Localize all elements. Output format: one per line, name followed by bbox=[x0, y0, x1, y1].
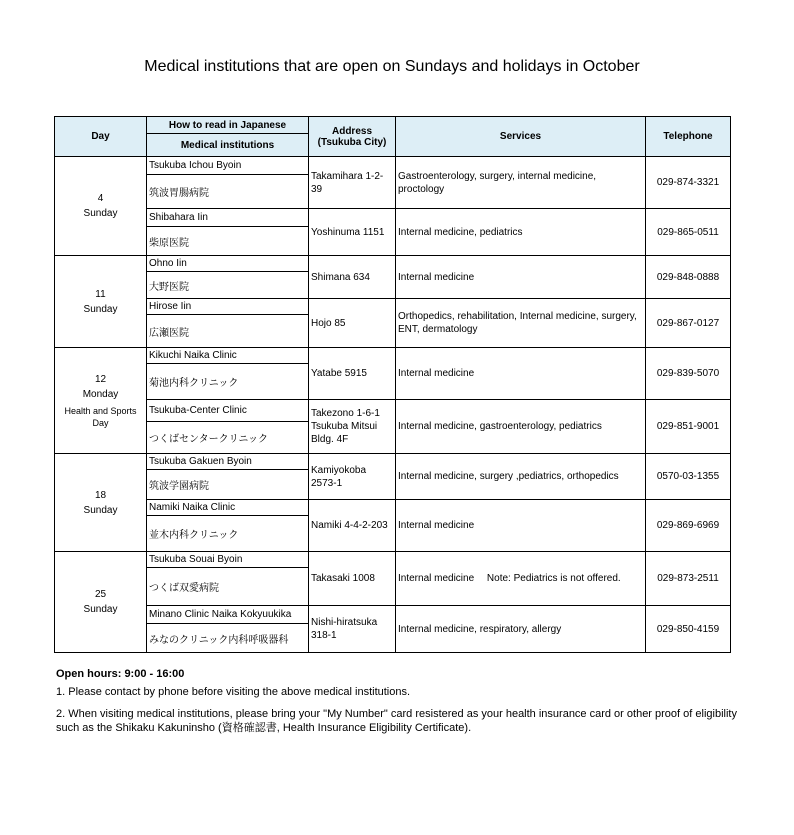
institution-telephone: 029-839-5070 bbox=[646, 348, 731, 400]
institution-address: Takasaki 1008 bbox=[309, 552, 396, 606]
institution-telephone: 029-874-3321 bbox=[646, 157, 731, 209]
table-row bbox=[55, 348, 731, 364]
institution-address: Nishi-hiratsuka 318-1 bbox=[309, 606, 396, 653]
institution-services: Internal medicine, pediatrics bbox=[396, 209, 646, 256]
institution-telephone: 029-869-6969 bbox=[646, 500, 731, 552]
institution-reading: Tsukuba Souai Byoin bbox=[147, 552, 309, 568]
institution-reading: Hirose Iin bbox=[147, 299, 309, 315]
schedule-table bbox=[54, 116, 731, 653]
header-address-line1: Address bbox=[331, 125, 372, 137]
institution-reading: Kikuchi Naika Clinic bbox=[147, 348, 309, 364]
day-date: 11 bbox=[95, 288, 106, 300]
institution-name: 筑波学園病院 bbox=[147, 470, 309, 500]
institution-reading: Tsukuba-Center Clinic bbox=[147, 400, 309, 422]
table-row bbox=[55, 299, 731, 315]
day-weekday: Monday bbox=[82, 389, 119, 400]
notes-section bbox=[56, 668, 746, 743]
institution-name: みなのクリニック内科呼吸器科 bbox=[147, 624, 309, 653]
day-date: 18 bbox=[94, 489, 107, 501]
day-weekday: Sunday bbox=[83, 208, 118, 219]
day-cell bbox=[55, 256, 147, 348]
institution-name: 大野医院 bbox=[147, 272, 309, 299]
table-row bbox=[55, 400, 731, 422]
day-cell bbox=[55, 157, 147, 256]
table-row bbox=[55, 500, 731, 516]
institution-telephone: 029-850-4159 bbox=[646, 606, 731, 653]
header-address-line2: (Tsukuba City) bbox=[317, 136, 387, 148]
header-how-to-read: How to read in Japanese bbox=[147, 117, 309, 134]
institution-services: Internal medicine, gastroenterology, pediatrics bbox=[396, 400, 646, 454]
day-holiday-note: Health and Sports Day bbox=[64, 406, 137, 428]
day-cell bbox=[55, 348, 147, 454]
institution-telephone: 029-848-0888 bbox=[646, 256, 731, 299]
institution-address: Yatabe 5915 bbox=[309, 348, 396, 400]
day-cell bbox=[55, 552, 147, 653]
header-day: Day bbox=[55, 117, 147, 157]
day-weekday: Sunday bbox=[83, 604, 118, 615]
table-row bbox=[55, 454, 731, 470]
table-row bbox=[55, 256, 731, 272]
note-2: 2. When visiting medical institutions, please bring your "My Number" card resistered as your health insurance card or other proof of eligibility such as the Shikaku Kakuninsho (資格確認書, Health Insurance Eligibility Certificate). bbox=[56, 708, 737, 734]
institution-name: つくば双愛病院 bbox=[147, 568, 309, 606]
institution-address: Kamiyokoba 2573-1 bbox=[309, 454, 396, 500]
institution-name: 並木内科クリニック bbox=[147, 516, 309, 552]
institution-services: Internal medicine, respiratory, allergy bbox=[396, 606, 646, 653]
day-date: 4 bbox=[97, 193, 104, 204]
institution-telephone: 029-865-0511 bbox=[646, 209, 731, 256]
institution-address: Hojo 85 bbox=[309, 299, 396, 348]
institution-services: Internal medicine bbox=[396, 348, 646, 400]
institution-name: 菊池内科クリニック bbox=[147, 364, 309, 400]
day-weekday: Sunday bbox=[83, 303, 118, 315]
institution-name: 広瀬医院 bbox=[147, 315, 309, 348]
header-telephone: Telephone bbox=[646, 117, 731, 157]
day-date: 25 bbox=[94, 589, 107, 600]
table-row bbox=[55, 157, 731, 175]
institution-services: Gastroenterology, surgery, internal medicine, proctology bbox=[396, 157, 646, 209]
institution-address: Namiki 4-4-2-203 bbox=[309, 500, 396, 552]
institution-address: Takamihara 1-2-39 bbox=[309, 157, 396, 209]
page-title: Medical institutions that are open on Sundays and holidays in October bbox=[144, 58, 640, 75]
institution-services: Internal medicine bbox=[396, 500, 646, 552]
institution-name: 柴原医院 bbox=[147, 227, 309, 256]
open-hours: Open hours: 9:00 - 16:00 bbox=[56, 668, 185, 680]
institution-telephone: 029-873-2511 bbox=[646, 552, 731, 606]
header-address bbox=[309, 117, 396, 157]
institution-address: Takezono 1-6-1 Tsukuba Mitsui Bldg. 4F bbox=[309, 400, 396, 454]
day-weekday: Sunday bbox=[83, 504, 118, 516]
table-row bbox=[55, 209, 731, 227]
table-row bbox=[55, 552, 731, 568]
institution-name: 筑波胃腸病院 bbox=[147, 175, 309, 209]
header-institutions: Medical institutions bbox=[147, 134, 309, 157]
institution-services: Orthopedics, rehabilitation, Internal medicine, surgery, ENT, dermatology bbox=[396, 299, 646, 348]
institution-telephone: 029-867-0127 bbox=[646, 299, 731, 348]
institution-telephone: 0570-03-1355 bbox=[646, 454, 731, 500]
day-date: 12 bbox=[94, 374, 107, 385]
institution-reading: Tsukuba Ichou Byoin bbox=[147, 157, 309, 175]
institution-address: Shimana 634 bbox=[309, 256, 396, 299]
table-row bbox=[55, 606, 731, 624]
institution-services: Internal medicine, surgery ,pediatrics, orthopedics bbox=[396, 454, 646, 500]
day-cell bbox=[55, 454, 147, 552]
institution-services: Internal medicine bbox=[396, 256, 646, 299]
institution-reading: Minano Clinic Naika Kokyuukika bbox=[147, 606, 309, 624]
header-row bbox=[55, 117, 731, 134]
institution-reading: Namiki Naika Clinic bbox=[147, 500, 309, 516]
institution-name: つくばセンタークリニック bbox=[147, 422, 309, 454]
institution-reading: Tsukuba Gakuen Byoin bbox=[147, 454, 309, 470]
header-services: Services bbox=[396, 117, 646, 157]
institution-reading: Ohno Iin bbox=[147, 256, 309, 272]
institution-address: Yoshinuma 1151 bbox=[309, 209, 396, 256]
institution-telephone: 029-851-9001 bbox=[646, 400, 731, 454]
institution-reading: Shibahara Iin bbox=[147, 209, 309, 227]
institution-services: Internal medicine Note: Pediatrics is not offered. bbox=[396, 552, 646, 606]
note-1: 1. Please contact by phone before visiting the above medical institutions. bbox=[56, 686, 411, 698]
